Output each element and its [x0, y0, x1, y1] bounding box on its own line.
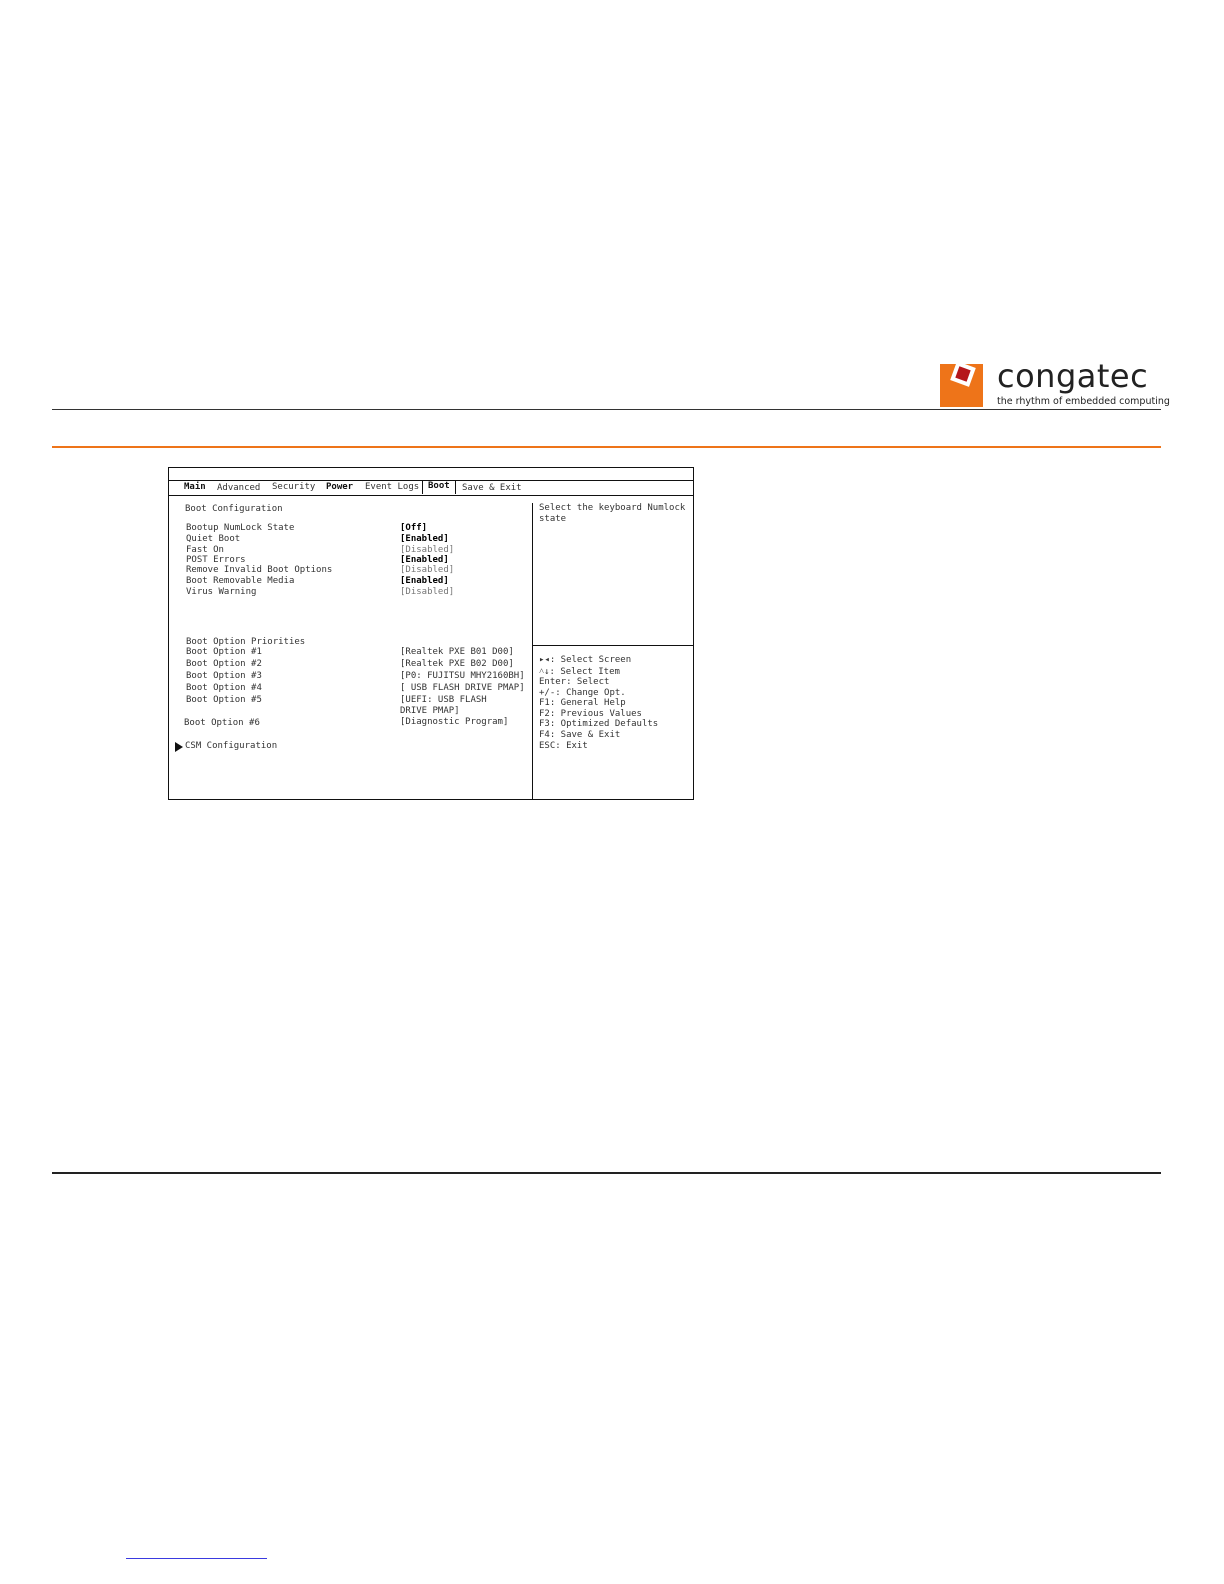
congatec-logo: [940, 356, 1170, 410]
boot-option-label[interactable]: Boot Option #3: [186, 671, 262, 681]
tab-event-logs[interactable]: Event Logs: [365, 482, 420, 492]
key-hint: +/-: Change Opt.: [539, 688, 626, 698]
boot-option-value-cont[interactable]: DRIVE PMAP]: [400, 706, 460, 716]
boot-option-value[interactable]: [P0: FUJITSU MHY2160BH]: [400, 671, 525, 681]
setting-label[interactable]: Boot Removable Media: [186, 576, 295, 586]
logo-mark-icon: [940, 364, 983, 407]
setting-value[interactable]: [Disabled]: [400, 565, 455, 575]
setting-label[interactable]: Remove Invalid Boot Options: [186, 565, 333, 575]
key-hint: ˄↓: Select Item: [539, 667, 620, 677]
tab-security[interactable]: Security: [272, 482, 316, 492]
accent-divider: [52, 446, 1161, 448]
setting-value[interactable]: [Enabled]: [400, 534, 449, 544]
header-divider: [52, 409, 1161, 410]
submenu-arrow-icon: [175, 742, 183, 752]
key-hint: F1: General Help: [539, 698, 626, 708]
help-text: Select the keyboard Numlock state: [539, 503, 686, 524]
boot-option-label[interactable]: Boot Option #2: [186, 659, 262, 669]
setting-label[interactable]: Virus Warning: [186, 587, 257, 597]
tab-main[interactable]: Main: [184, 482, 206, 492]
key-hint: F2: Previous Values: [539, 709, 642, 719]
pane-divider: [532, 503, 533, 800]
setting-label[interactable]: Quiet Boot: [186, 534, 241, 544]
key-hint: Enter: Select: [539, 677, 610, 687]
brand-tagline: the rhythm of embedded computing: [997, 396, 1170, 407]
boot-option-label[interactable]: Boot Option #1: [186, 647, 262, 657]
csm-configuration-item[interactable]: CSM Configuration: [185, 741, 278, 751]
boot-option-value[interactable]: [Diagnostic Program]: [400, 717, 509, 727]
boot-option-value[interactable]: [ USB FLASH DRIVE PMAP]: [400, 683, 525, 693]
footer-divider: [52, 1172, 1161, 1174]
boot-option-value[interactable]: [Realtek PXE B02 D00]: [400, 659, 514, 669]
setting-value[interactable]: [Disabled]: [400, 545, 455, 555]
setting-value[interactable]: [Enabled]: [400, 555, 449, 565]
section-title: Boot Configuration: [185, 504, 283, 514]
setting-label[interactable]: Bootup NumLock State: [186, 523, 295, 533]
help-divider: [532, 645, 694, 646]
boot-option-label[interactable]: Boot Option #5: [186, 695, 262, 705]
boot-option-label[interactable]: Boot Option #6: [184, 718, 260, 728]
setting-value[interactable]: [Enabled]: [400, 576, 449, 586]
setting-value[interactable]: [Disabled]: [400, 587, 455, 597]
setting-label[interactable]: Fast On: [186, 545, 224, 555]
setting-label[interactable]: POST Errors: [186, 555, 246, 565]
tab-advanced[interactable]: Advanced: [217, 483, 261, 493]
tab-power[interactable]: Power: [326, 482, 354, 492]
key-hint: F4: Save & Exit: [539, 730, 621, 740]
footer-link-underline[interactable]: [126, 1558, 267, 1559]
key-hint: ESC: Exit: [539, 741, 588, 751]
bios-tab-bar: [169, 480, 693, 496]
setting-value[interactable]: [Off]: [400, 523, 428, 533]
key-hint: ▸◂: Select Screen: [539, 655, 632, 665]
priorities-title: Boot Option Priorities: [186, 637, 306, 647]
tab-boot[interactable]: Boot: [422, 480, 456, 494]
boot-option-value[interactable]: [UEFI: USB FLASH: [400, 695, 487, 705]
tab-save-exit[interactable]: Save & Exit: [462, 483, 522, 493]
boot-option-value[interactable]: [Realtek PXE B01 D00]: [400, 647, 514, 657]
bios-setup-screen: [168, 467, 694, 800]
boot-option-label[interactable]: Boot Option #4: [186, 683, 262, 693]
brand-name: congatec: [997, 357, 1149, 395]
key-hint: F3: Optimized Defaults: [539, 719, 659, 729]
